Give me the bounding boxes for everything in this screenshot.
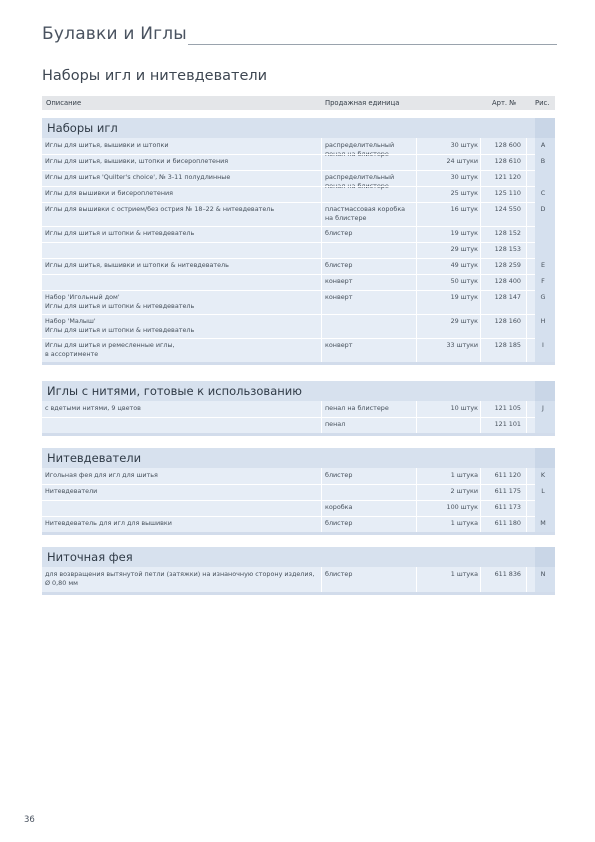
table-row (42, 468, 555, 484)
quantity: 19 штук (450, 293, 478, 301)
figure-letter: E (540, 261, 546, 269)
figure-letter: I (542, 341, 544, 349)
figure-letter: H (540, 317, 546, 325)
article-number: 128 147 (494, 293, 521, 301)
group-body (42, 401, 555, 436)
quantity: 1 штука (450, 519, 478, 527)
article-number: 121 101 (494, 420, 521, 428)
article-number: 121 120 (494, 173, 521, 181)
product-group (42, 381, 555, 436)
sales-unit: распределительный (325, 173, 395, 181)
table-row (42, 202, 555, 226)
table-row (42, 338, 555, 362)
figure-letter: B (540, 157, 546, 165)
column-art: Арт. № (492, 99, 517, 107)
quantity: 33 штуки (446, 341, 478, 349)
article-number: 611 120 (494, 471, 521, 479)
table-row (42, 138, 555, 154)
article-number: 611 836 (494, 570, 521, 578)
table-row (42, 170, 555, 186)
column-fig: Рис. (535, 99, 550, 107)
sales-unit: пенал (325, 420, 346, 428)
item-description: Набор 'Игольный дом' Иглы для шитья и штопки & нитевдеватель (45, 293, 195, 310)
table-row (42, 258, 555, 274)
item-description: с вдетыми нитями, 9 цветов (45, 404, 141, 412)
figure-letter: A (540, 141, 546, 149)
table-row (42, 242, 555, 258)
column-desc: Описание (46, 99, 82, 107)
item-description: Набор 'Малыш' Иглы для шитья и штопки & нитевдеватель (45, 317, 195, 334)
item-description: Иглы для шитья, вышивки, штопки и бисероплетения (45, 157, 229, 165)
quantity: 1 штука (450, 570, 478, 578)
sales-unit: конверт (325, 277, 353, 285)
item-description: Иглы для шитья и штопки & нитевдеватель (45, 229, 195, 237)
article-number: 121 105 (494, 404, 521, 412)
figure-letter: F (541, 277, 545, 285)
product-group (42, 547, 555, 595)
figure-letter: N (540, 570, 546, 578)
table-row (42, 314, 555, 338)
header-rule (188, 44, 557, 45)
group-title-text: Ниточная фея (47, 550, 133, 564)
article-number: 128 600 (494, 141, 521, 149)
quantity: 30 штук (450, 141, 478, 149)
quantity: 49 штук (450, 261, 478, 269)
article-number: 611 180 (494, 519, 521, 527)
sales-unit: блистер (325, 570, 353, 578)
item-description: Иглы для шитья и ремесленные иглы, в ассортименте (45, 341, 175, 358)
product-group (42, 448, 555, 535)
sales-unit: блистер (325, 261, 353, 269)
item-description: для возвращения вытянутой петли (затяжки) на изнаночную сторону изделия, Ø 0,80 мм (45, 570, 315, 587)
quantity: 50 штук (450, 277, 478, 285)
quantity: 16 штук (450, 205, 478, 213)
sales-unit: коробка (325, 503, 353, 511)
section-title: Наборы игл и нитевдеватели (42, 68, 268, 84)
sales-unit: блистер (325, 519, 353, 527)
table-row (42, 484, 555, 500)
quantity: 1 штука (450, 471, 478, 479)
article-number: 128 185 (494, 341, 521, 349)
sales-unit: конверт (325, 293, 353, 301)
table-row (42, 500, 555, 516)
table-row (42, 274, 555, 290)
item-description: Игольная фея для игл для шитья (45, 471, 158, 479)
figure-letter: C (540, 189, 546, 197)
page-number: 36 (24, 815, 35, 825)
article-number: 125 110 (494, 189, 521, 197)
table-row (42, 567, 555, 592)
table-row (42, 401, 555, 417)
figure-letter: L (541, 487, 545, 495)
sales-unit: пенал на блистере (325, 404, 389, 412)
item-description: Иглы для вышивки с острием/без острия № 18–22 & нитевдеватель (45, 205, 275, 213)
quantity: 19 штук (450, 229, 478, 237)
figure-letter: K (540, 471, 546, 479)
page-header (42, 24, 557, 48)
figure-letter: M (540, 519, 546, 527)
table-row (42, 516, 555, 532)
article-number: 611 173 (494, 503, 521, 511)
group-body (42, 468, 555, 535)
figure-letter: D (540, 205, 546, 213)
article-number: 128 259 (494, 261, 521, 269)
column-unit: Продажная единица (325, 99, 400, 107)
item-description: Нитевдеватель для игл для вышивки (45, 519, 172, 527)
sales-unit: блистер (325, 229, 353, 237)
group-title-text: Нитевдеватели (47, 451, 142, 465)
column-header (42, 96, 555, 110)
item-description: Иглы для шитья, вышивки и штопки (45, 141, 169, 149)
table-row (42, 186, 555, 202)
group-body (42, 138, 555, 365)
figure-letter: G (540, 293, 546, 301)
article-number: 124 550 (494, 205, 521, 213)
quantity: 29 штук (450, 317, 478, 325)
figure-letter: J (542, 404, 544, 412)
sales-unit: пластмассовая коробка на блистере (325, 205, 406, 222)
quantity: 25 штук (450, 189, 478, 197)
article-number: 128 152 (494, 229, 521, 237)
table-row (42, 290, 555, 314)
group-body (42, 567, 555, 595)
product-group (42, 118, 555, 365)
sales-unit: конверт (325, 341, 353, 349)
sales-unit: блистер (325, 471, 353, 479)
item-description: Иглы для вышивки и бисероплетения (45, 189, 174, 197)
quantity: 30 штук (450, 173, 478, 181)
quantity: 2 штуки (450, 487, 478, 495)
item-description: Иглы для шитья, вышивки и штопки & нитевдеватель (45, 261, 229, 269)
article-number: 128 160 (494, 317, 521, 325)
table-row (42, 154, 555, 170)
table-row (42, 226, 555, 242)
table-row (42, 417, 555, 433)
article-number: 128 610 (494, 157, 521, 165)
quantity: 24 штуки (446, 157, 478, 165)
article-number: 128 153 (494, 245, 521, 253)
group-title-text: Иглы с нитями, готовые к использованию (47, 384, 302, 398)
group-title (42, 448, 555, 468)
quantity: 100 штук (446, 503, 478, 511)
group-title (42, 118, 555, 138)
quantity: 29 штук (450, 245, 478, 253)
page-title: Булавки и Иглы (42, 24, 187, 44)
sales-unit: распределительный (325, 141, 395, 149)
item-description: Нитевдеватели (45, 487, 98, 495)
item-description: Иглы для шитья 'Quilter's choice', № 3-11 полудлинные (45, 173, 231, 181)
group-title-text: Наборы игл (47, 121, 118, 135)
quantity: 10 штук (450, 404, 478, 412)
article-number: 128 400 (494, 277, 521, 285)
article-number: 611 175 (494, 487, 521, 495)
group-title (42, 547, 555, 567)
group-title (42, 381, 555, 401)
